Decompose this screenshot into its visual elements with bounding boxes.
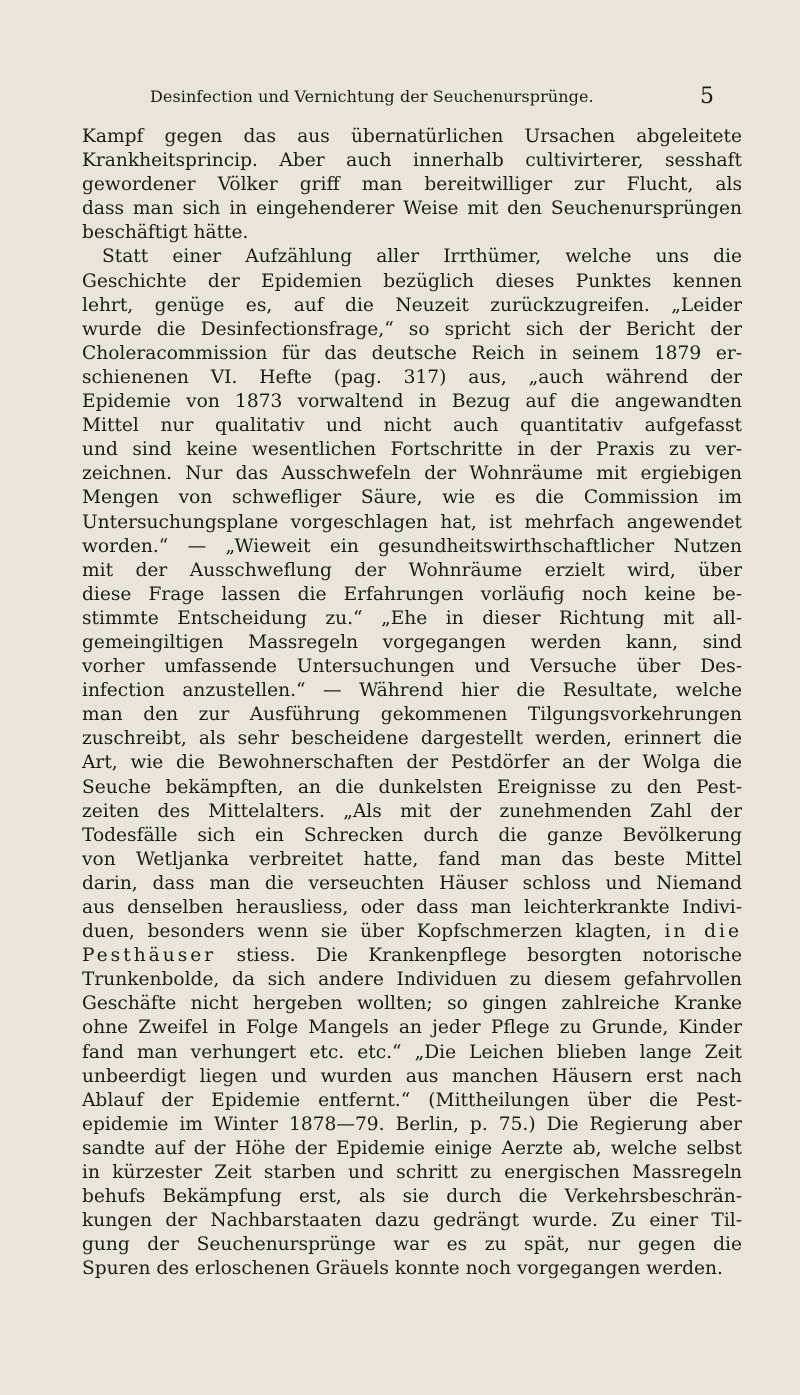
text-line: darin, dass man die verseuchten Häuser schloss und Niemand — [82, 872, 742, 894]
text-line: schienenen VI. Hefte (pag. 317) aus, „auch während der — [82, 366, 742, 388]
text-line: unbeerdigt liegen und wurden aus manchen Häusern erst nach — [82, 1065, 742, 1087]
text-line: Statt einer Aufzählung aller Irrthümer, welche uns die — [102, 246, 742, 268]
text-line: Art, wie die Bewohnerschaften der Pestdörfer an der Wolga die — [82, 752, 742, 774]
text-line — [82, 920, 742, 944]
text-line: lehrt, genüge es, auf die Neuzeit zurückzugreifen. „Leider — [82, 294, 742, 316]
text-line: Mittel nur qualitativ und nicht auch quantitativ aufgefasst — [82, 415, 742, 437]
text-line: infection anzustellen.“ — Während hier die Resultate, welche — [82, 680, 742, 702]
emphasized-text: in die — [664, 921, 743, 943]
text-line: Epidemie von 1873 vorwaltend in Bezug auf die angewandten — [82, 391, 742, 413]
text-line: wurde die Desinfectionsfrage,“ so spricht sich der Bericht der — [82, 318, 742, 340]
text-line: ohne Zweifel in Folge Mangels an jeder Pflege zu Grunde, Kinder — [82, 1017, 742, 1039]
text-line: diese Frage lassen die Erfahrungen vorläufig noch keine be- — [82, 583, 742, 605]
text-line: kungen der Nachbarstaaten dazu gedrängt wurde. Zu einer Til- — [82, 1210, 742, 1232]
text-line: in kürzester Zeit starben und schritt zu energischen Massregeln — [82, 1162, 742, 1184]
text-line: Krankheitsprincip. Aber auch innerhalb cultivirterer, sesshaft — [82, 150, 742, 172]
text-line: worden.“ — „Wieweit ein gesundheitswirthschaftlicher Nutzen — [82, 535, 742, 557]
text-line: gewordener Völker griff man bereitwilliger zur Flucht, als — [82, 174, 742, 196]
text-line: Seuche bekämpften, an die dunkelsten Ereignisse zu den Pest- — [82, 776, 742, 798]
text-line: man den zur Ausführung gekommenen Tilgungsvorkehrungen — [82, 704, 742, 726]
text-line: zuschreibt, als sehr bescheidene dargestellt werden, erinnert die — [82, 728, 742, 750]
text-line — [82, 944, 742, 968]
text-line: vorher umfassende Untersuchungen und Versuche über Des- — [82, 656, 742, 678]
text-line: beschäftigt hätte. — [82, 222, 249, 244]
text-line: und sind keine wesentlichen Fortschritte in der Praxis zu ver- — [82, 439, 742, 461]
text-line: aus denselben herausliess, oder dass man leichterkrankte Indivi- — [82, 897, 742, 918]
text-line: gung der Seuchenursprünge war es zu spät, nur gegen die — [82, 1234, 742, 1256]
text-line: Ablauf der Epidemie entfernt.“ (Mittheilungen über die Pest- — [82, 1089, 742, 1111]
text-line: behufs Bekämpfung erst, als sie durch die Verkehrsbeschrän- — [82, 1186, 742, 1208]
text-segment: stiess. Die Krankenpflege besorgten notorische — [236, 945, 742, 967]
text-line: von Wetljanka verbreitet hatte, fand man das beste Mittel — [82, 848, 742, 870]
text-line: sandte auf der Höhe der Epidemie einige Aerzte ab, welche selbst — [82, 1137, 742, 1159]
text-line: epidemie im Winter 1878—79. Berlin, p. 75.) Die Regierung aber — [82, 1113, 742, 1135]
text-line: Geschäfte nicht hergeben wollten; so gingen zahlreiche Kranke — [82, 993, 742, 1015]
text-line: fand man verhungert etc. etc.“ „Die Leichen blieben lange Zeit — [82, 1041, 742, 1063]
text-line: Untersuchungsplane vorgeschlagen hat, ist mehrfach angewendet — [82, 511, 742, 533]
text-line: Spuren des erloschenen Gräuels konnte noch vorgegangen werden. — [82, 1258, 723, 1280]
text-line: Todesfälle sich ein Schrecken durch die ganze Bevölkerung — [82, 824, 742, 846]
emphasized-text: Pesthäuser — [82, 945, 217, 967]
text-line: zeichnen. Nur das Ausschwefeln der Wohnräume mit ergiebigen — [82, 463, 742, 485]
text-line: Choleracommission für das deutsche Reich in seinem 1879 er- — [82, 342, 742, 364]
text-segment: duen, besonders wenn sie über Kopfschmerzen klagten, — [82, 921, 652, 943]
text-line: gemeingiltigen Massregeln vorgegangen werden kann, sind — [82, 631, 742, 653]
running-head-title: Desinfection und Vernichtung der Seuchenursprünge. — [150, 87, 594, 106]
text-line: Mengen von schwefliger Säure, wie es die Commission im — [82, 487, 742, 509]
text-line: stimmte Entscheidung zu.“ „Ehe in dieser Richtung mit all- — [82, 607, 742, 629]
text-line: Kampf gegen das aus übernatürlichen Ursachen abgeleitete — [82, 126, 742, 147]
page-number: 5 — [700, 84, 714, 109]
text-line: zeiten des Mittelalters. „Als mit der zunehmenden Zahl der — [82, 800, 742, 822]
body-text — [82, 125, 742, 1282]
text-line: dass man sich in eingehenderer Weise mit den Seuchenursprüngen — [82, 198, 742, 220]
text-line: Geschichte der Epidemien bezüglich dieses Punktes kennen — [82, 270, 742, 292]
text-line: mit der Ausschweflung der Wohnräume erzielt wird, über — [82, 559, 742, 581]
text-line: Trunkenbolde, da sich andere Individuen zu diesem gefahrvollen — [82, 969, 742, 991]
